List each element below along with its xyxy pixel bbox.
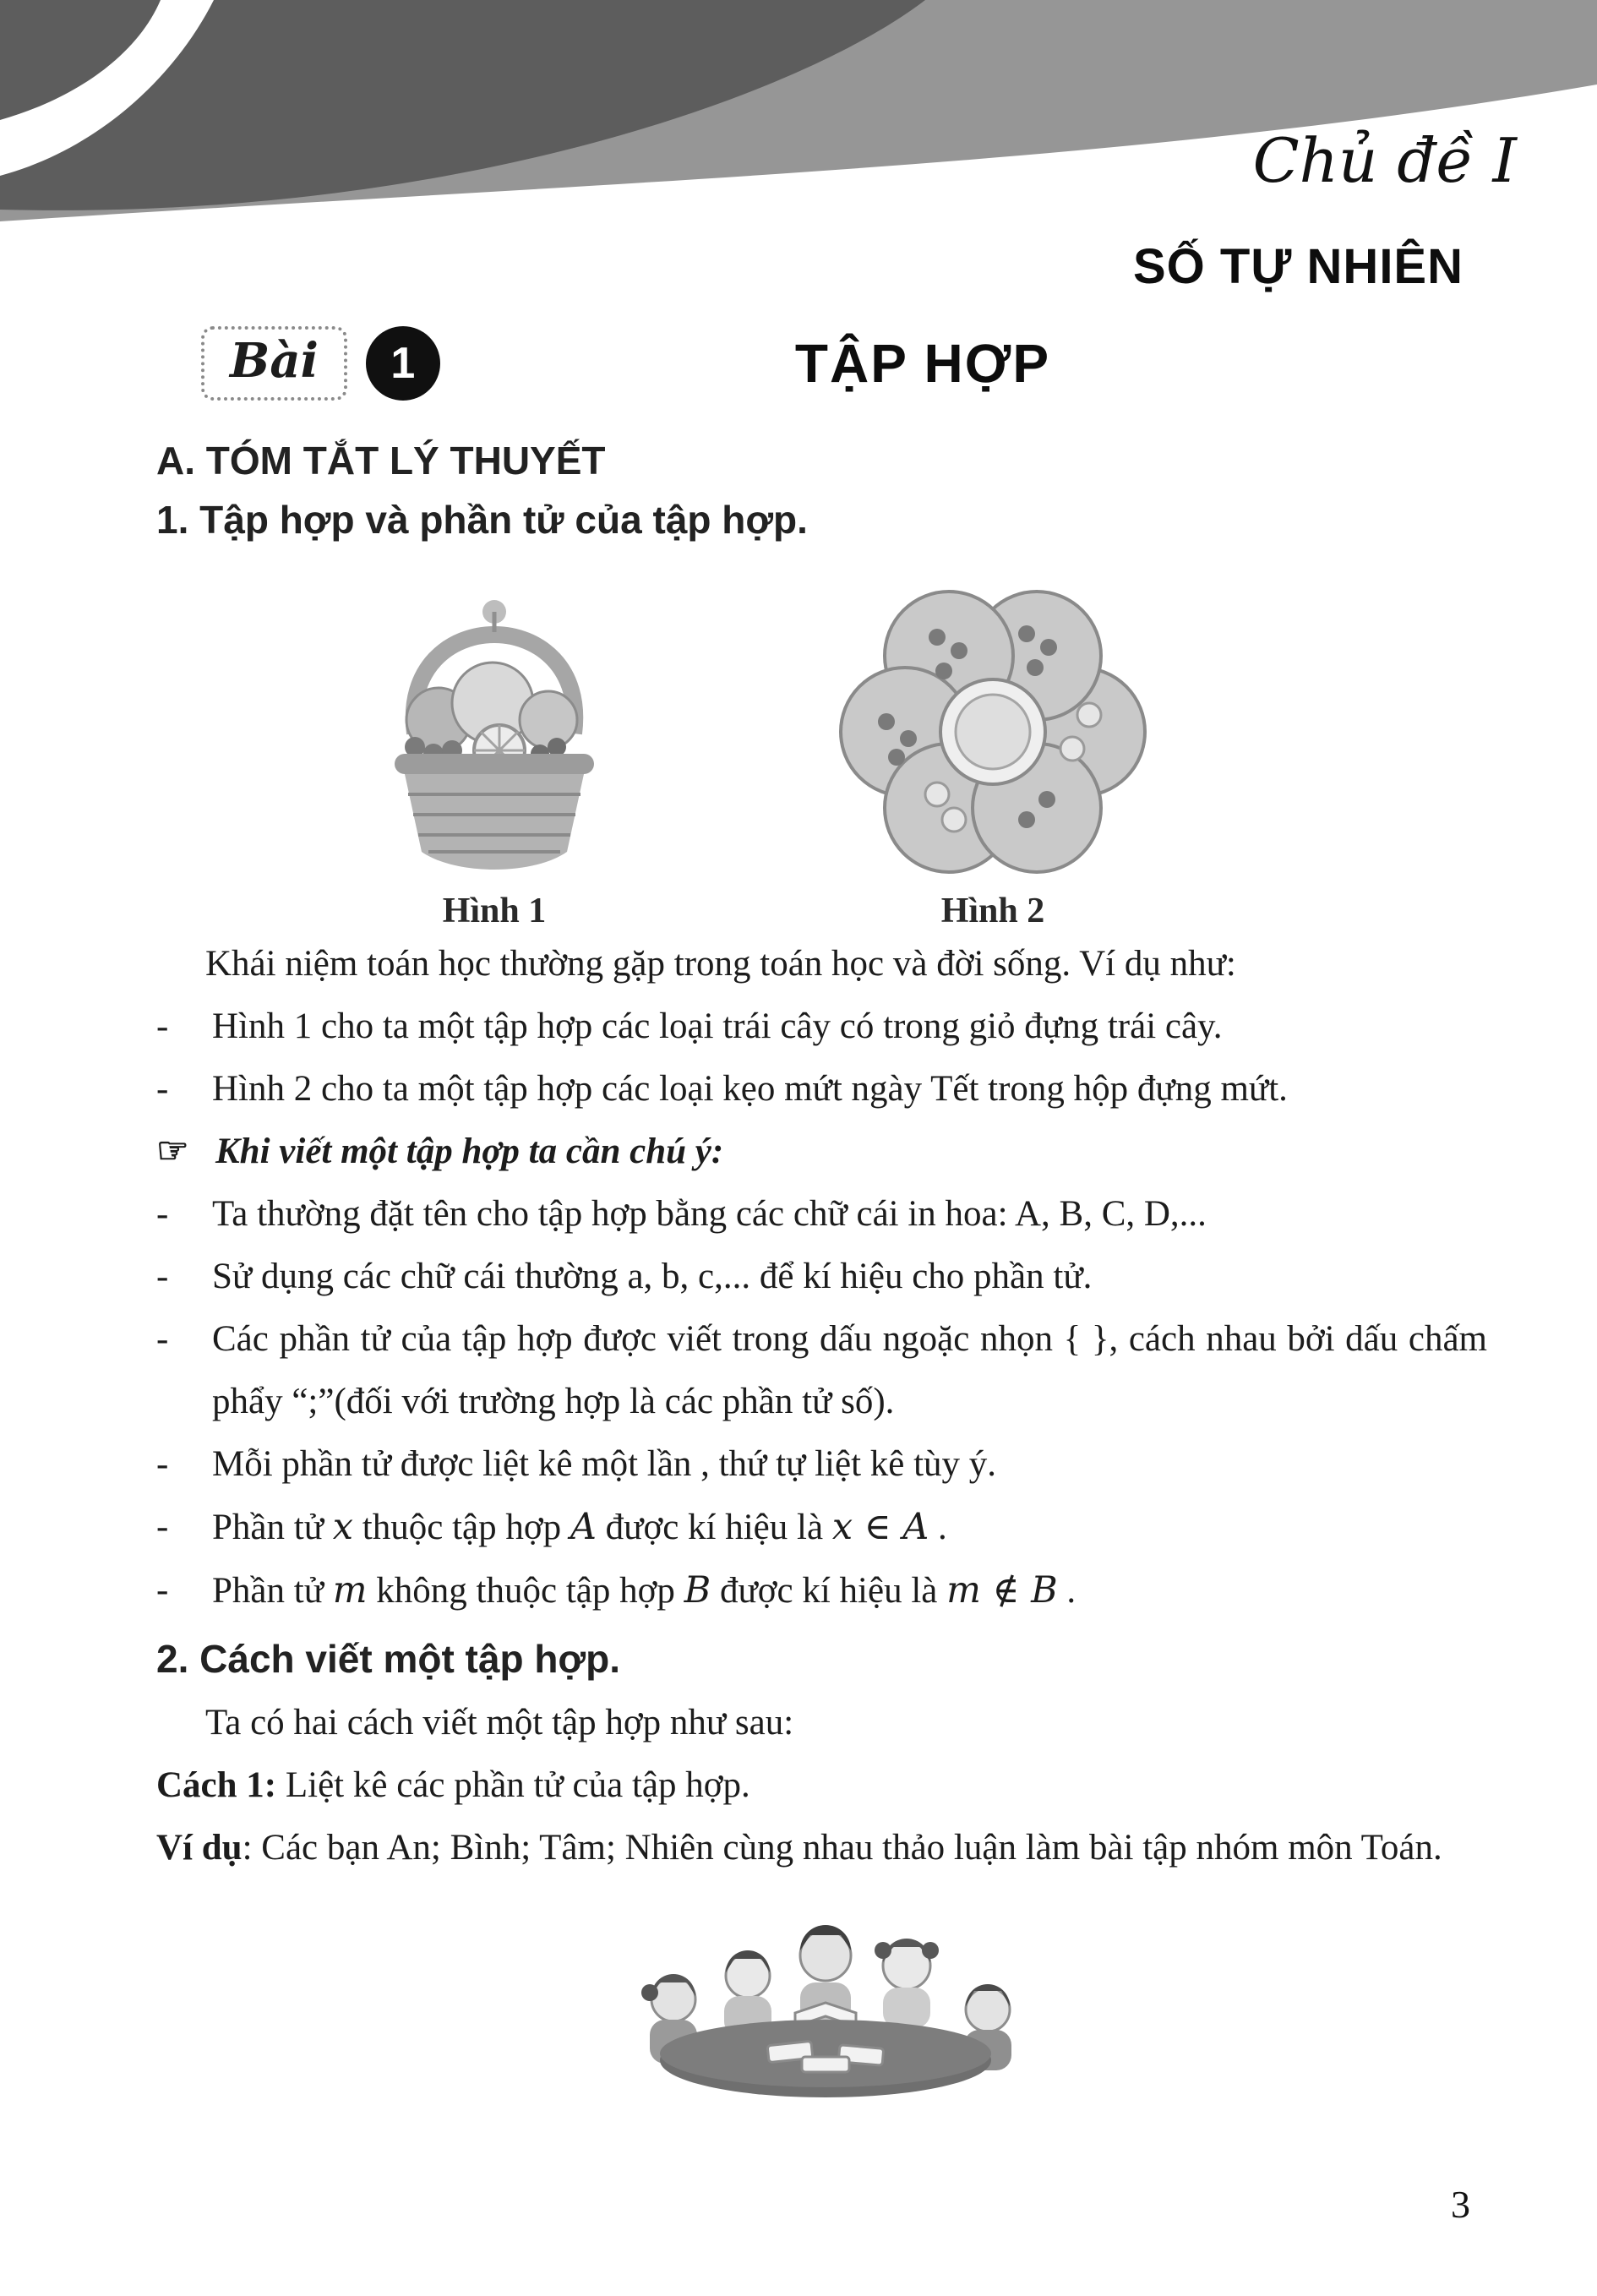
note-item-non-membership xyxy=(156,1559,1487,1622)
lesson-title: TẬP HỢP xyxy=(794,333,1051,394)
math-text-segment: thuộc tập hợp xyxy=(353,1508,570,1547)
example-item-1 xyxy=(156,995,1487,1058)
note-item-4 xyxy=(156,1433,1487,1496)
dash-marker: - xyxy=(156,1319,169,1359)
math-text-segment: được kí hiệu là xyxy=(596,1508,832,1547)
section-a-heading: A. TÓM TẮT LÝ THUYẾT xyxy=(156,439,606,483)
students-illustration xyxy=(586,1895,1059,2106)
vidu-paragraph xyxy=(156,1817,1487,1879)
dash-marker: - xyxy=(156,1257,169,1296)
dash-marker: - xyxy=(156,1194,169,1234)
figure-1-caption: Hình 1 xyxy=(442,892,547,930)
math-variable: A xyxy=(570,1506,597,1548)
dash-marker: - xyxy=(156,1507,169,1546)
math-text-segment: . xyxy=(929,1508,947,1547)
lesson-header xyxy=(201,326,1050,401)
illustration-container xyxy=(156,1895,1487,2110)
cach1-label: Cách 1: xyxy=(156,1765,277,1805)
note-heading-line xyxy=(156,1121,1487,1183)
example-item-2-text: Hình 2 cho ta một tập hợp các loại kẹo mứt ngày Tết trong hộp đựng mứt. xyxy=(212,1069,1288,1109)
note-item-2 xyxy=(156,1246,1487,1308)
note-item-3-text: Các phần tử của tập hợp được viết trong dấu ngoặc nhọn { }, cách nhau bởi dấu chấm phẩy “;”(đối với trường hợp là các phần tử số). xyxy=(212,1319,1487,1421)
figure-2 xyxy=(798,583,1187,931)
note-item-1 xyxy=(156,1183,1487,1246)
math-expression: m ∉ B xyxy=(946,1569,1058,1612)
fruit-basket-image xyxy=(351,564,638,879)
figure-2-caption: Hình 2 xyxy=(940,892,1045,930)
note-item-membership-text xyxy=(212,1496,1487,1559)
math-text-segment: Phần tử xyxy=(212,1508,333,1547)
math-expression: x ∈ A xyxy=(831,1506,929,1548)
figure-1 xyxy=(351,564,638,931)
dash-marker: - xyxy=(156,1570,169,1610)
figures-row xyxy=(156,564,1487,931)
note-item-4-text: Mỗi phần tử được liệt kê một lần , thứ tự liệt kê tùy ý. xyxy=(212,1444,997,1484)
note-item-3 xyxy=(156,1308,1487,1433)
pointing-hand-icon: ☞ xyxy=(156,1132,189,1171)
dash-marker: - xyxy=(156,1006,169,1046)
cach1-line xyxy=(156,1754,1487,1817)
math-variable: x xyxy=(332,1506,354,1548)
example-item-2 xyxy=(156,1058,1487,1121)
vidu-label: Ví dụ xyxy=(156,1828,243,1868)
math-text-segment: được kí hiệu là xyxy=(711,1571,947,1611)
page-content xyxy=(156,438,1487,2110)
math-text-segment: . xyxy=(1057,1571,1076,1611)
math-variable: B xyxy=(684,1569,711,1612)
dash-marker: - xyxy=(156,1069,169,1109)
lesson-word-badge: Bài xyxy=(201,326,347,401)
subsection-1-heading: 1. Tập hợp và phần tử của tập hợp. xyxy=(156,498,808,542)
example-item-1-text: Hình 1 cho ta một tập hợp các loại trái cây có trong giỏ đựng trái cây. xyxy=(212,1006,1223,1046)
cach1-text: Liệt kê các phần tử của tập hợp. xyxy=(276,1765,750,1805)
page-number: 3 xyxy=(1451,2183,1470,2226)
subsection-2-heading: 2. Cách viết một tập hợp. xyxy=(156,1637,621,1681)
chapter-label: Chủ đề I xyxy=(1252,125,1517,196)
math-text-segment: không thuộc tập hợp xyxy=(367,1571,684,1611)
chapter-title: SỐ TỰ NHIÊN xyxy=(1132,239,1463,294)
candy-box-image xyxy=(798,583,1187,879)
math-variable: m xyxy=(332,1569,368,1612)
subsection-2-intro: Ta có hai cách viết một tập hợp như sau: xyxy=(205,1703,794,1742)
note-item-2-text: Sử dụng các chữ cái thường a, b, c,... để kí hiệu cho phần tử. xyxy=(212,1257,1093,1296)
intro-paragraph: Khái niệm toán học thường gặp trong toán học và đời sống. Ví dụ như: xyxy=(205,944,1236,984)
dash-marker: - xyxy=(156,1444,169,1484)
note-item-1-text: Ta thường đặt tên cho tập hợp bằng các chữ cái in hoa: A, B, C, D,... xyxy=(212,1194,1207,1234)
note-heading-text: Khi viết một tập hợp ta cần chú ý: xyxy=(215,1132,724,1171)
vidu-text: : Các bạn An; Bình; Tâm; Nhiên cùng nhau thảo luận làm bài tập nhóm môn Toán. xyxy=(242,1828,1442,1868)
lesson-number-badge: 1 xyxy=(366,326,440,401)
note-item-membership xyxy=(156,1496,1487,1559)
note-item-non-membership-text xyxy=(212,1559,1487,1622)
math-text-segment: Phần tử xyxy=(212,1571,333,1611)
